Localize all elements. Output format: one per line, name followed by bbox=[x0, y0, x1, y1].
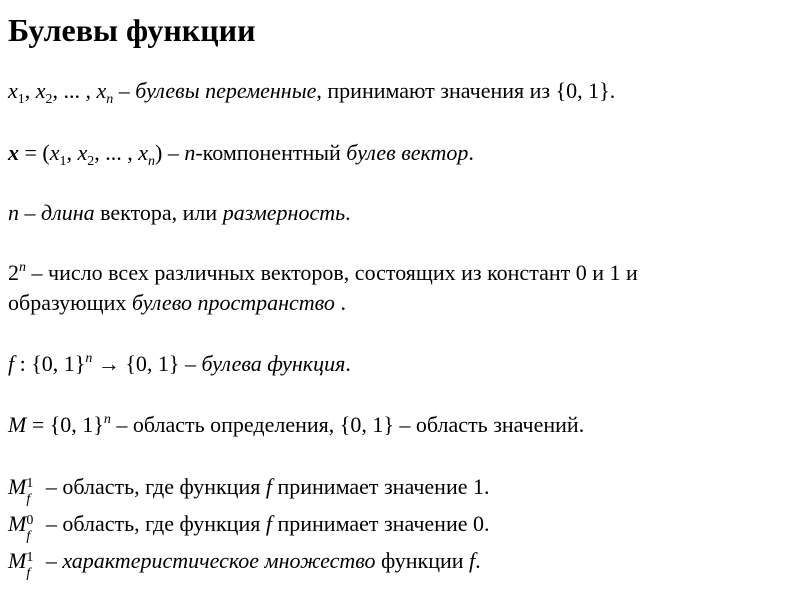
subscript: n bbox=[106, 92, 114, 107]
var-M: M bbox=[8, 511, 27, 536]
definition-boolean-variables bbox=[8, 77, 615, 105]
subscript: 2 bbox=[87, 154, 95, 169]
superscript: 1 bbox=[26, 476, 34, 491]
text: . bbox=[475, 548, 481, 573]
definition-domain-range bbox=[8, 411, 584, 439]
var-f: f bbox=[265, 511, 272, 536]
subscript: f bbox=[26, 529, 31, 544]
text: – область определения, {0, 1} – область значений. bbox=[110, 412, 585, 437]
var-M: M bbox=[8, 548, 27, 573]
superscript: 1 bbox=[26, 550, 34, 565]
dash: – bbox=[113, 78, 136, 103]
text: – область, где функция bbox=[40, 511, 266, 536]
sub-sup bbox=[26, 513, 40, 544]
var-x: x bbox=[138, 140, 149, 165]
term: – характеристическое множество bbox=[40, 548, 376, 573]
definition-boolean-space bbox=[8, 289, 346, 317]
term: булево пространство bbox=[131, 290, 335, 315]
superscript: 0 bbox=[26, 513, 34, 528]
sub-sup bbox=[26, 550, 40, 581]
separator: , ... , bbox=[52, 78, 97, 103]
term: булев вектор bbox=[346, 140, 469, 165]
page-title: Булевы функции bbox=[8, 12, 256, 48]
definition-characteristic-set bbox=[8, 547, 481, 581]
var-f: f bbox=[265, 474, 272, 499]
separator: , bbox=[24, 78, 36, 103]
text: принимает значение 1. bbox=[271, 474, 490, 499]
text: = ( bbox=[19, 140, 50, 165]
definition-boolean-function bbox=[8, 350, 351, 378]
separator: , bbox=[66, 140, 78, 165]
text: . bbox=[345, 351, 351, 376]
term: n – длина bbox=[8, 200, 95, 225]
text: образующих bbox=[8, 290, 132, 315]
text: . bbox=[334, 290, 346, 315]
superscript: n bbox=[103, 412, 111, 427]
separator: , ... , bbox=[94, 140, 139, 165]
var-f: f bbox=[469, 548, 476, 573]
text: – область, где функция bbox=[40, 474, 266, 499]
text: -компонентный bbox=[195, 140, 347, 165]
text: = {0, 1} bbox=[26, 412, 104, 437]
var-M: M bbox=[8, 412, 27, 437]
text: вектора, или bbox=[94, 200, 223, 225]
definition-vector-length bbox=[8, 199, 351, 227]
text: {0, 1} – bbox=[125, 351, 202, 376]
term: размерность bbox=[222, 200, 346, 225]
subscript: 1 bbox=[17, 92, 25, 107]
text: функции bbox=[375, 548, 470, 573]
subscript: n bbox=[148, 154, 156, 169]
text: . bbox=[468, 140, 474, 165]
text: – число всех различных векторов, состоящих из констант 0 и 1 и bbox=[26, 260, 638, 285]
vector-x: x bbox=[8, 140, 19, 165]
term: булевы переменные bbox=[135, 78, 317, 103]
text: принимает значение 0. bbox=[271, 511, 490, 536]
var-M: M bbox=[8, 474, 27, 499]
var-f: f bbox=[8, 351, 15, 376]
arrow-icon: → bbox=[92, 351, 126, 376]
definition-boolean-vector bbox=[8, 139, 474, 167]
sub-sup bbox=[26, 476, 40, 507]
var-n: n bbox=[184, 140, 196, 165]
var-x: x bbox=[8, 78, 18, 103]
term: булева функция bbox=[201, 351, 346, 376]
var-x: x bbox=[77, 140, 88, 165]
var-x: x bbox=[35, 78, 46, 103]
superscript: n bbox=[85, 351, 93, 366]
superscript: n bbox=[19, 260, 26, 275]
definition-false-set bbox=[8, 510, 490, 544]
definition-true-set bbox=[8, 473, 490, 507]
text: : {0, 1} bbox=[14, 351, 86, 376]
subscript: f bbox=[26, 492, 31, 507]
var-x: x bbox=[49, 140, 60, 165]
definition-vector-count bbox=[8, 259, 638, 287]
text: , принимают значения из {0, 1}. bbox=[316, 78, 616, 103]
subscript: 2 bbox=[45, 92, 53, 107]
var-x: x bbox=[96, 78, 107, 103]
subscript: 1 bbox=[59, 154, 67, 169]
number: 2 bbox=[8, 260, 19, 285]
subscript: f bbox=[26, 566, 31, 581]
text: ) – bbox=[155, 140, 185, 165]
text: . bbox=[345, 200, 351, 225]
